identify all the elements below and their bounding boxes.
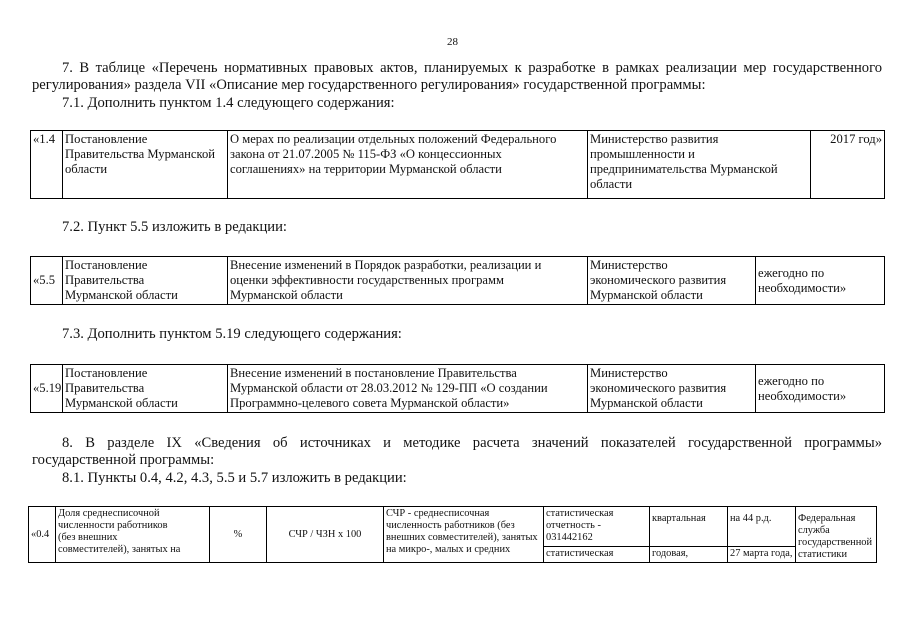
table-row: [31, 365, 885, 413]
cell-responsible: Федеральная служба государственной статистики: [796, 507, 877, 563]
item8-line2: государственной программы:: [32, 452, 215, 468]
table-row: [31, 131, 885, 199]
cell-act-type: Постановление Правительства Мурманской области: [63, 257, 228, 305]
cell-responsible: Министерство экономического развития Мурманской области: [588, 257, 756, 305]
table-row: [31, 257, 885, 305]
cell-definition: СЧР - среднесписочная численность работников (без внешних совместителей), занятых на микро-, малых и средних: [384, 507, 544, 563]
cell-periodicity: годовая,: [650, 547, 728, 563]
cell-term: 2017 год»: [811, 131, 885, 199]
cell-number: «1.4: [31, 131, 63, 199]
cell-act-type: Постановление Правительства Мурманской области: [63, 365, 228, 413]
cell-subject: О мерах по реализации отдельных положений Федерального закона от 21.07.2005 № 115-ФЗ «О концессионных соглашениях» на территории Мурманской области: [228, 131, 588, 199]
cell-source: статистическая отчетность - 031442162: [544, 507, 650, 547]
item7-sub1: 7.1. Дополнить пунктом 1.4 следующего содержания:: [62, 95, 395, 111]
cell-periodicity: квартальная: [650, 507, 728, 547]
cell-responsible: Министерство экономического развития Мурманской области: [588, 365, 756, 413]
item8-sub1: 8.1. Пункты 0.4, 4.2, 4.3, 5.5 и 5.7 изложить в редакции:: [62, 470, 407, 486]
cell-term: ежегодно по необходимости»: [756, 257, 885, 305]
item7-sub3: 7.3. Дополнить пунктом 5.19 следующего содержания:: [62, 326, 402, 342]
cell-number: «0.4: [29, 507, 56, 563]
table-item-5-19: [30, 364, 885, 413]
table-row: [29, 507, 877, 547]
table-item-1-4: [30, 130, 885, 199]
item7-line1: 7. В таблице «Перечень нормативных правовых актов, планируемых к разработке в рамках реализации мер государственного: [62, 60, 882, 76]
table-item-0-4: [28, 506, 877, 563]
page-number: 28: [447, 36, 458, 48]
table-item-5-5: [30, 256, 885, 305]
cell-act-type: Постановление Правительства Мурманской области: [63, 131, 228, 199]
cell-number: «5.5: [31, 257, 63, 305]
item8-line1: 8. В разделе IX «Сведения об источниках и методике расчета значений показателей государственной программы»: [62, 435, 882, 451]
cell-date: на 44 р.д.: [728, 507, 796, 547]
item7-sub2: 7.2. Пункт 5.5 изложить в редакции:: [62, 219, 287, 235]
cell-source: статистическая: [544, 547, 650, 563]
cell-date: 27 марта года,: [728, 547, 796, 563]
cell-responsible: Министерство развития промышленности и предпринимательства Мурманской области: [588, 131, 811, 199]
cell-term: ежегодно по необходимости»: [756, 365, 885, 413]
cell-number: «5.19: [31, 365, 63, 413]
item7-line2: регулирования» раздела VII «Описание мер государственного регулирования» государственной программы:: [32, 77, 706, 93]
cell-subject: Внесение изменений в Порядок разработки, реализации и оценки эффективности государственных программ Мурманской области: [228, 257, 588, 305]
cell-unit: %: [210, 507, 267, 563]
cell-indicator-name: Доля среднесписочной численности работников (без внешних совместителей), занятых на: [56, 507, 210, 563]
cell-formula: СЧР / ЧЗН х 100: [267, 507, 384, 563]
cell-subject: Внесение изменений в постановление Правительства Мурманской области от 28.03.2012 № 129-ПП «О создании Программно-целевого совета Мурманской области»: [228, 365, 588, 413]
